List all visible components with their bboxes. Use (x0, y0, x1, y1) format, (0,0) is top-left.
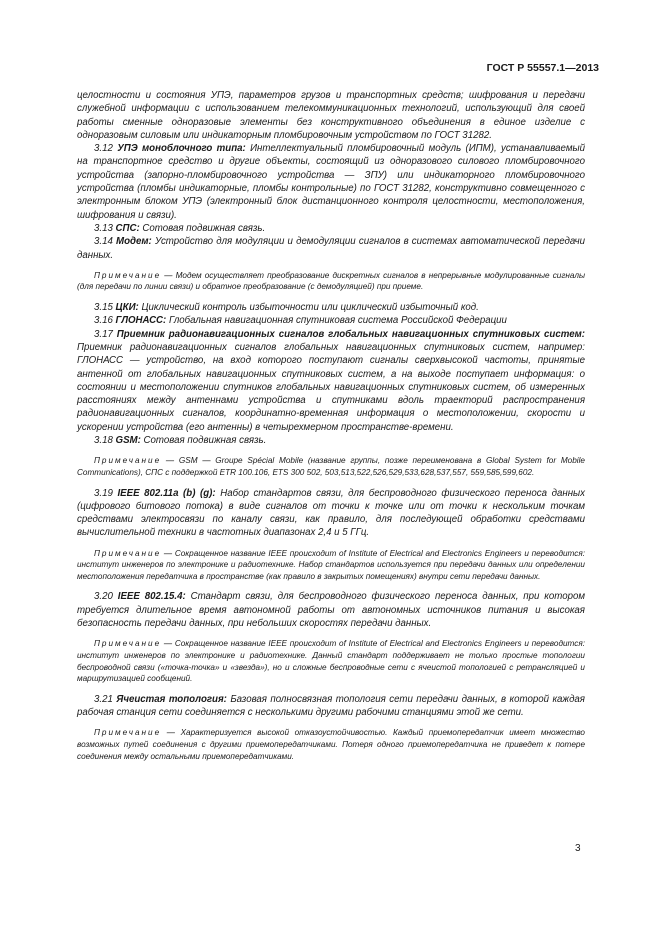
term-definition: Циклический контроль избыточности или циклический избыточный код. (138, 302, 479, 314)
note-text: — GSM — Groupe Spécial Mobile (название группы, позже переименована в Global System for Mobile Communications), СПС с поддержкой ETR 100.106, ETS 300 502, 503,513,522,526,529,533,628,537,557, 559,585,599,602. (77, 456, 585, 477)
term-definition: Глобальная навигационная спутниковая система Российской Федерации (166, 315, 507, 327)
document-body (77, 89, 585, 762)
note-text: — Сокращенное название IEEE происходит of Institute of Electrical and Electronics Engineers и переводится: институт инженеров по электронике и радиотехнике. Данный стандарт поддерживает не только простые топологии беспроводной связи («точка-точка» и «звезда»), но и сложные беспроводные сети с ячеистой топологией с ретрансляцией и маршрутизацией сообщений. (77, 639, 585, 684)
term-3-20 (77, 590, 585, 630)
term-number: 3.21 (94, 693, 117, 705)
term-number: 3.16 (94, 315, 116, 327)
note-text: — Сокращенное название IEEE происходит of Institute of Electrical and Electronics Engineers и переводится: институт инженеров по электронике и радиотехнике. Набор стандартов используется при передачи данных или определении местоположения передатчика в пространстве (как правило в закрытых помещениях) внутри сети передачи данных. (77, 548, 585, 581)
term-3-12 (77, 142, 585, 222)
note-label: Примечание (94, 548, 162, 558)
term-number: 3.19 (94, 487, 118, 499)
term-definition: Стандарт связи, для беспроводного физического переноса данных, при котором требуется длительное время автономной работы от автономных источников питания и высокая безопасность передачи данных, при небольших скоростях передачи данных. (77, 591, 586, 630)
term-number: 3.18 (94, 435, 116, 447)
term-definition: Базовая полносвязная топология сети передачи данных, в которой каждая рабочая станция сети соединяется с несколькими другими рабочими станциями этой же сети. (77, 693, 585, 719)
term-name: GSM: (115, 435, 141, 447)
term-name: IEEE 802.11a (b) (g): (117, 487, 216, 499)
term-3-14 (77, 235, 585, 262)
note-3-21 (77, 727, 585, 762)
term-definition: Набор стандартов связи, для беспроводного физического переноса данных (цифрового битового потока) в виде сигналов от точки к точке или от точки к нескольким точкам средствами электросвязи по каналу связи, как правило, для последующей обработки средствами вычислительной техники в частотных диапазонах 2,4 и 5 ГГц. (77, 487, 585, 539)
note-label: Примечание (94, 456, 162, 466)
term-name: Приемник радионавигационных сигналов глобальных навигационных спутниковых систем: (116, 328, 585, 340)
term-name: СПС: (115, 222, 140, 234)
term-name: ЦКИ: (115, 302, 139, 314)
term-number: 3.20 (94, 591, 118, 603)
document-header: ГОСТ Р 55557.1—2013 (486, 62, 599, 74)
term-number: 3.17 (94, 328, 117, 340)
term-definition: Приемник радионавигационных сигналов глобальных навигационных спутниковых систем, например: ГЛОНАСС — устройство, на вход которого поступают сигналы сверхвысокой частоты, принятые антенной от глобальных навигационных спутниковых систем, а на выходе поступает информация: о состоянии и местоположении спутников глобальных навигационных спутниковых систем, об измеренных расстояниях между антеннами устройства и спутниками вдоль траекторий распространения радионавигационных сигналов, координатно-временная информация о местоположении, скорости и ускорении устройства (его антенны) в четырехмерном пространстве-времени. (77, 341, 585, 433)
term-definition: Интеллектуальный пломбировочный модуль (ИПМ), устанавливаемый на транспортное средство и другие объекты, состоящий из одноразового силового пломбировочного устройства (запорно-пломбировочного устройства — ЗПУ) или индикаторного пломбировочного устройства (пломбы индикаторные, пломбы контрольные) по ГОСТ 31282, конструктивно совмещенного с электронным блоком УПЭ (электронный блок дистанционного контроля целостности, местоположения, шифрования и связи). (77, 143, 585, 221)
term-definition: Сотовая подвижная связь. (140, 435, 267, 447)
continuation-paragraph: целостности и состояния УПЭ, параметров грузов и транспортных средств; шифрования и передачи служебной информации с использованием телекоммуникационных технологий, использующий для своей работы сменные одноразовые элементы без конструктивного объединения в единое изделие с одноразовым силовым или индикаторным пломбировочным устройством по ГОСТ 31282. (77, 90, 585, 141)
term-number: 3.13 (94, 222, 116, 234)
term-definition: Сотовая подвижная связь. (139, 222, 266, 234)
term-3-18 (77, 434, 585, 447)
term-definition: Устройство для модуляции и демодуляции сигналов в системах автоматической передачи данных. (77, 236, 585, 261)
term-3-21 (77, 693, 585, 720)
term-3-16 (77, 314, 585, 327)
term-3-17 (77, 328, 585, 434)
note-label: Примечание (94, 270, 162, 280)
note-label: Примечание (94, 639, 162, 649)
term-name: Модем: (116, 236, 152, 248)
note-text: — Модем осуществляет преобразование дискретных сигналов в непрерывные модулированные сигналы (для передачи по линии связи) и обратное преобразование (с демодуляцией) при приеме. (77, 270, 585, 292)
note-text: — Характеризуется высокой отказоустойчивостью. Каждый приемопередатчик имеет множество возможных путей соединения с другими приемопередатчиками. Потеря одного приемопередатчика не приведет к потере соединения между остальными приемопередатчиками. (77, 728, 585, 761)
term-3-19 (77, 487, 585, 540)
term-number: 3.15 (94, 302, 116, 314)
term-name: Ячеистая топология: (116, 693, 227, 705)
page-number: 3 (575, 843, 581, 854)
note-label: Примечание (94, 728, 162, 738)
term-3-15 (77, 301, 585, 314)
term-3-13 (77, 222, 585, 235)
note-3-14 (77, 270, 585, 293)
note-3-18 (77, 455, 585, 478)
term-number: 3.14 (94, 236, 117, 248)
note-3-20 (77, 638, 585, 684)
term-name: УПЭ моноблочного типа: (117, 143, 246, 155)
term-number: 3.12 (94, 143, 118, 155)
term-name: ГЛОНАСС: (115, 315, 167, 327)
note-3-19 (77, 548, 585, 583)
term-name: IEEE 802.15.4: (117, 591, 186, 603)
